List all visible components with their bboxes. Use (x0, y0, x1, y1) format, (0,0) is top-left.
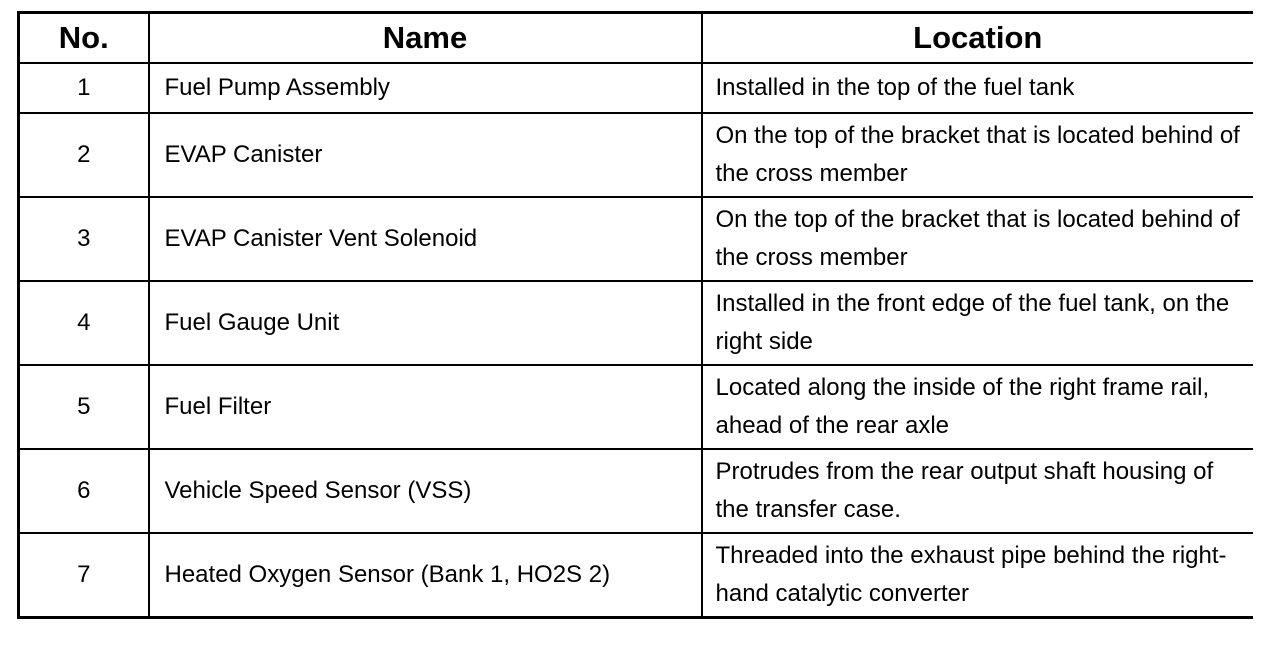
cell-location: Installed in the top of the fuel tank (702, 63, 1254, 113)
table-row (19, 281, 1254, 365)
cell-name: Heated Oxygen Sensor (Bank 1, HO2S 2) (149, 533, 702, 618)
component-location-table-container (17, 11, 1253, 651)
cell-no: 1 (19, 63, 149, 113)
table-row (19, 449, 1254, 533)
cell-location: On the top of the bracket that is located behind of the cross member (702, 197, 1254, 281)
cell-no: 3 (19, 197, 149, 281)
table-header-row (19, 13, 1254, 64)
cell-no: 5 (19, 365, 149, 449)
cell-name: EVAP Canister Vent Solenoid (149, 197, 702, 281)
cell-location: Located along the inside of the right frame rail, ahead of the rear axle (702, 365, 1254, 449)
cell-name: EVAP Canister (149, 113, 702, 197)
cell-location: On the top of the bracket that is located behind of the cross member (702, 113, 1254, 197)
cell-no: 2 (19, 113, 149, 197)
cell-location: Threaded into the exhaust pipe behind the right-hand catalytic converter (702, 533, 1254, 618)
table-row (19, 63, 1254, 113)
cell-no: 4 (19, 281, 149, 365)
header-location: Location (702, 13, 1254, 64)
cell-name: Fuel Gauge Unit (149, 281, 702, 365)
cell-name: Vehicle Speed Sensor (VSS) (149, 449, 702, 533)
cell-location: Protrudes from the rear output shaft housing of the transfer case. (702, 449, 1254, 533)
cell-name: Fuel Pump Assembly (149, 63, 702, 113)
table-row (19, 533, 1254, 618)
table-row (19, 197, 1254, 281)
header-no: No. (19, 13, 149, 64)
cell-location: Installed in the front edge of the fuel tank, on the right side (702, 281, 1254, 365)
cell-no: 6 (19, 449, 149, 533)
table-row (19, 113, 1254, 197)
cell-name: Fuel Filter (149, 365, 702, 449)
component-location-table (17, 11, 1253, 619)
table-row (19, 365, 1254, 449)
cell-no: 7 (19, 533, 149, 618)
header-name: Name (149, 13, 702, 64)
